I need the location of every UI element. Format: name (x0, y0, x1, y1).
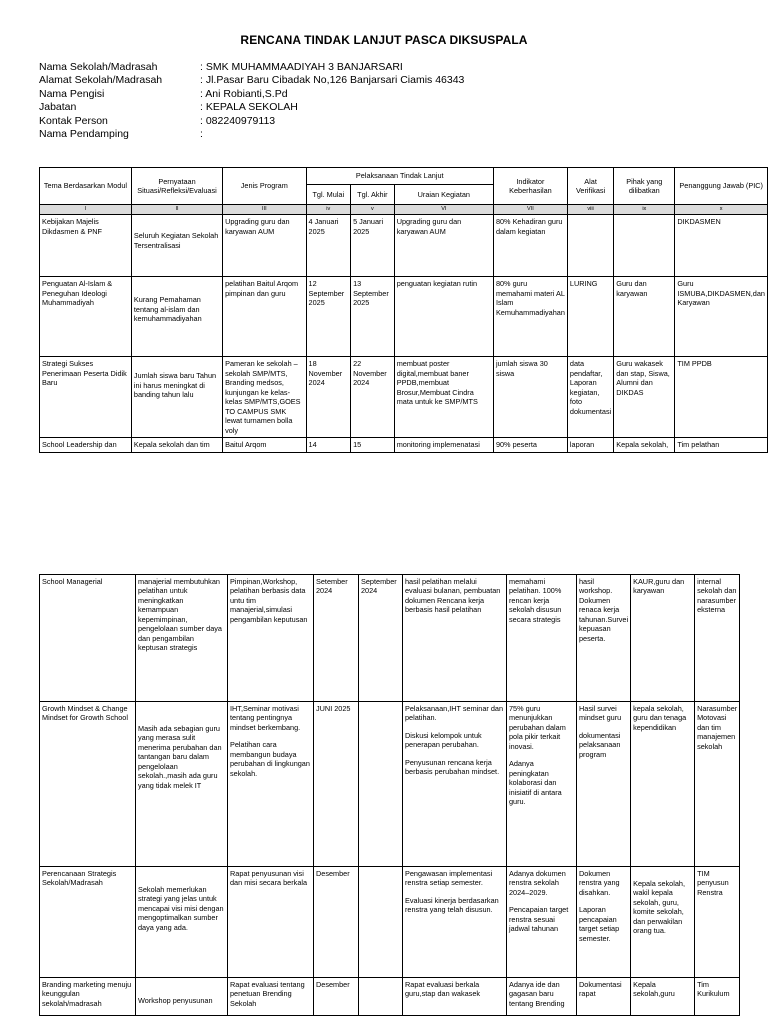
cell-pihak: Guru wakasek dan stap, Siswa, Alumni dan DIKDAS (614, 357, 675, 438)
paragraph: Evaluasi kinerja berdasarkan renstra yang telah disusun. (405, 895, 499, 915)
info-value: : 082240979113 (200, 115, 275, 128)
cell-mulai: 4 Januari 2025 (306, 215, 351, 277)
info-value: : Ani Robianti,S.Pd (200, 88, 288, 101)
header-indikator: Indikator Keberhasilan (493, 168, 567, 205)
numeral: viii (567, 205, 613, 215)
info-label: Nama Pendamping (39, 127, 129, 140)
cell-akhir: September 2024 (359, 575, 403, 702)
document-title: RENCANA TINDAK LANJUT PASCA DIKSUSPALA (240, 33, 528, 47)
cell-pernyataan: Seluruh Kegiatan Sekolah Tersentralisasi (131, 215, 222, 277)
cell-tema: Perencanaan Strategis Sekolah/Madrasah (40, 867, 136, 978)
cell-alat (577, 867, 631, 978)
numeral-row (40, 205, 768, 215)
paragraph: 75% guru menunjukkan perubahan dalam pola pikir terkait inovasi. (509, 704, 566, 751)
cell-indikator: memahami pelatihan. 100% rencan kerja sekolah disusun secara strategis (507, 575, 577, 702)
header-pic: Penanggung Jawab (PIC) (675, 168, 768, 205)
cell-indikator: 80% guru memahami materi AL Islam Kemuhammadiyahan (493, 277, 567, 357)
cell-alat: hasil workshop. Dokumen renaca kerja tahunan.Survei kepuasan peserta. (577, 575, 631, 702)
cell-alat: data pendaftar, Laporan kegiatan, foto dokumentasi (567, 357, 613, 438)
numeral: II (131, 205, 222, 215)
cell-indikator (507, 702, 577, 867)
numeral: ix (614, 205, 675, 215)
paragraph: Pelaksanaan,IHT seminar dan pelatihan. (405, 704, 504, 723)
info-value (200, 128, 203, 141)
header-tgl-mulai: Tgl. Mulai (306, 185, 351, 205)
numeral: VI (394, 205, 493, 215)
cell-pernyataan: Workshop penyusunan (136, 978, 228, 1016)
cell-alat: Dokumentasi rapat (577, 978, 631, 1016)
paragraph: dokumentasi pelaksanaan program (579, 730, 621, 759)
paragraph: Pelatihan cara membangun budaya perubahan di lingkungan sekolah. (230, 740, 310, 778)
cell-alat (577, 702, 631, 867)
numeral: III (223, 205, 306, 215)
cell-uraian: membuat poster digital,membuat baner PPDB,membuat Brosur,Membuat Cindra mata untuk ke SMP/MTS (394, 357, 493, 438)
cell-pernyataan: Kurang Pemahaman tentang al-islam dan kemuhammadiyahan (131, 277, 222, 357)
cell-tema: Penguatan Al-Islam & Peneguhan Ideologi Muhammadiyah (40, 277, 132, 357)
paragraph: IHT,Seminar motivasi tentang pentingnya mindset berkembang. (230, 704, 301, 732)
paragraph: Dokumen renstra yang disahkan. (579, 869, 620, 897)
table-row (40, 575, 740, 702)
cell-uraian: Rapat evaluasi berkala guru,stap dan wakasek (403, 978, 507, 1016)
cell-pic: internal sekolah dan narasumber eksterna (695, 575, 740, 702)
cell-akhir: 5 Januari 2025 (351, 215, 395, 277)
cell-mulai: Setember 2024 (314, 575, 359, 702)
info-label: Alamat Sekolah/Madrasah (39, 74, 163, 87)
cell-pihak: KAUR,guru dan karyawan (631, 575, 695, 702)
header-pihak: Pihak yang dilibatkan (614, 168, 675, 205)
numeral: v (351, 205, 395, 215)
cell-mulai: 12 September 2025 (306, 277, 351, 357)
info-label: Nama Pengisi (39, 87, 105, 100)
cell-jenis (228, 702, 314, 867)
numeral: x (675, 205, 768, 215)
cell-pic: TIM penyusun Renstra (695, 867, 740, 978)
cell-tema: School Managerial (40, 575, 136, 702)
cell-pihak: Kepala sekolah, (614, 438, 675, 452)
cell-pic: Narasumber Motovasi dan tim manajemen sekolah (695, 702, 740, 867)
paragraph: Adanya peningkatan kolaborasi dan inisiatif di antara guru. (509, 759, 562, 807)
cell-pic: TIM PPDB (675, 357, 768, 438)
cell-akhir (359, 978, 403, 1016)
header-jenis-program: Jenis Program (223, 168, 306, 205)
table-row (40, 978, 740, 1016)
table-row (40, 702, 740, 867)
info-row-pendamping (39, 128, 464, 141)
header-pelaksanaan: Pelaksanaan Tindak Lanjut (306, 168, 493, 185)
cell-uraian: penguatan kegiatan rutin (394, 277, 493, 357)
cell-pernyataan: Masih ada sebagian guru yang merasa sulit menerima perubahan dan tantangan baru dalam pengelolaan sekolah.,masih ada guru yang tidak melek IT (136, 702, 228, 867)
header-uraian: Uraian Kegiatan (394, 185, 493, 205)
paragraph: Adanya dokumen renstra sekolah 2024–2029. (509, 869, 566, 897)
numeral: iv (306, 205, 351, 215)
cell-tema: Kebijakan Majelis Dikdasmen & PNF (40, 215, 132, 277)
info-value: : SMK MUHAMMAADIYAH 3 BANJARSARI (200, 61, 403, 74)
cell-akhir: 13 September 2025 (351, 277, 395, 357)
paragraph: Pengawasan implementasi renstra setiap semester. (405, 869, 493, 888)
cell-akhir: 22 November 2024 (351, 357, 395, 438)
cell-indikator: 80% Kehadiran guru dalam kegiatan (493, 215, 567, 277)
cell-uraian: Upgrading guru dan karyawan AUM (394, 215, 493, 277)
numeral: I (40, 205, 132, 215)
cell-jenis: Rapat penyusunan visi dan misi secara berkala (228, 867, 314, 978)
info-label: Jabatan (39, 101, 77, 114)
cell-indikator: jumlah siswa 30 siswa (493, 357, 567, 438)
cell-akhir (359, 867, 403, 978)
info-value: : KEPALA SEKOLAH (200, 101, 298, 114)
cell-uraian (403, 702, 507, 867)
header-tgl-akhir: Tgl. Akhir (351, 185, 395, 205)
cell-pernyataan: manajerial membutuhkan pelatihan untuk meningkatkan kemampuan kepemimpinan, pengelolaan sumber daya dan pengambilan keptusan strategis (136, 575, 228, 702)
numeral: VII (493, 205, 567, 215)
cell-jenis: Rapat evaluasi tentang penetuan Brending Sekolah (228, 978, 314, 1016)
cell-tema: Growth Mindset & Change Mindset for Growth School (40, 702, 136, 867)
rtl-table-page-1 (39, 167, 768, 453)
cell-uraian (403, 867, 507, 978)
cell-jenis: pelatihan Baitul Arqom pimpinan dan guru (223, 277, 306, 357)
info-value: : Jl.Pasar Baru Cibadak No,126 Banjarsari Ciamis 46343 (200, 74, 464, 87)
table-row (40, 867, 740, 978)
cell-mulai: 14 (306, 438, 351, 452)
cell-tema: Branding marketing menuju keunggulan sekolah/madrasah (40, 978, 136, 1016)
table-row (40, 215, 768, 277)
cell-jenis: Pimpinan,Workshop, pelatihan berbasis data untu tim manajerial,simulasi pengambilan keputusan (228, 575, 314, 702)
cell-tema: School Leadership dan (40, 438, 132, 452)
paragraph: Diskusi kelompok untuk penerapan perubahan. (405, 730, 482, 750)
cell-pic: Tim Kurikulum (695, 978, 740, 1016)
cell-mulai: Desember (314, 867, 359, 978)
table-row (40, 438, 768, 452)
paragraph: Penyusunan rencana kerja berbasis perubahan mindset. (405, 757, 500, 777)
info-label: Nama Sekolah/Madrasah (39, 61, 158, 73)
cell-pic: Tim pelathan (675, 438, 768, 452)
cell-alat: laporan (567, 438, 613, 452)
cell-pihak (614, 215, 675, 277)
cell-indikator: Adanya ide dan gagasan baru tentang Brending (507, 978, 577, 1016)
cell-indikator: 90% peserta (493, 438, 567, 452)
header-pernyataan: Pernyataan Situasi/Refleksi/Evaluasi (131, 168, 222, 205)
cell-tema: Strategi Sukses Penerimaan Peserta Didik Baru (40, 357, 132, 438)
cell-pihak: Guru dan karyawan (614, 277, 675, 357)
cell-alat: LURING (567, 277, 613, 357)
info-row-nama-pengisi (39, 88, 464, 101)
info-row-nama-sekolah (39, 61, 464, 74)
cell-jenis: Baitul Arqom (223, 438, 306, 452)
header-alat-verifikasi: Alat Verifikasi (567, 168, 613, 205)
cell-uraian: hasil pelatihan melalui evaluasi bulanan, pembuatan dokumen Rencana kerja berbasis hasil pelatihan (403, 575, 507, 702)
info-row-alamat (39, 74, 464, 87)
cell-pernyataan: Kepala sekolah dan tim (131, 438, 222, 452)
cell-pihak: Kepala sekolah,guru (631, 978, 695, 1016)
table-row (40, 357, 768, 438)
cell-pernyataan: Sekolah memerlukan strategi yang jelas untuk mencapai visi misi dengan mengoptimalkan sumber daya yang ada. (136, 867, 228, 978)
rtl-table-page-2 (39, 574, 740, 1016)
paragraph: Laporan pencapaian target setiap semester. (579, 905, 620, 943)
cell-pernyataan: Jumlah siswa baru Tahun ini harus meningkat di banding tahun lalu (131, 357, 222, 438)
cell-pic: DIKDASMEN (675, 215, 768, 277)
cell-pihak: Kepala sekolah, wakil kepala sekolah, guru, komite sekolah, dan perwakilan orang tua. (631, 867, 695, 978)
cell-mulai: Desember (314, 978, 359, 1016)
cell-akhir: 15 (351, 438, 395, 452)
cell-uraian: monitoring implemenatasi (394, 438, 493, 452)
cell-pic: Guru ISMUBA,DIKDASMEN,dan Karyawan (675, 277, 768, 357)
cell-indikator (507, 867, 577, 978)
cell-mulai: JUNI 2025 (314, 702, 359, 867)
info-row-jabatan (39, 101, 464, 114)
header-tema: Tema Berdasarkan Modul (40, 168, 132, 205)
table-row (40, 277, 768, 357)
cell-jenis: Pameran ke sekolah – sekolah SMP/MTS, Branding medsos, kunjungan ke kelas-kelas SMP/MTS,GOES TO CAMPUS SMK lewat turnamen bolla voly (223, 357, 306, 438)
cell-mulai: 18 November 2024 (306, 357, 351, 438)
paragraph: Pencapaian target renstra sesuai jadwal tahunan (509, 905, 569, 934)
cell-akhir (359, 702, 403, 867)
paragraph: Hasil survei mindset guru (579, 704, 622, 723)
school-info (39, 61, 464, 141)
info-label: Kontak Person (39, 114, 108, 127)
cell-pihak: kepala sekolah, guru dan tenaga kependidikan (631, 702, 695, 867)
info-row-kontak (39, 115, 464, 128)
cell-jenis: Upgrading guru dan karyawan AUM (223, 215, 306, 277)
cell-alat (567, 215, 613, 277)
